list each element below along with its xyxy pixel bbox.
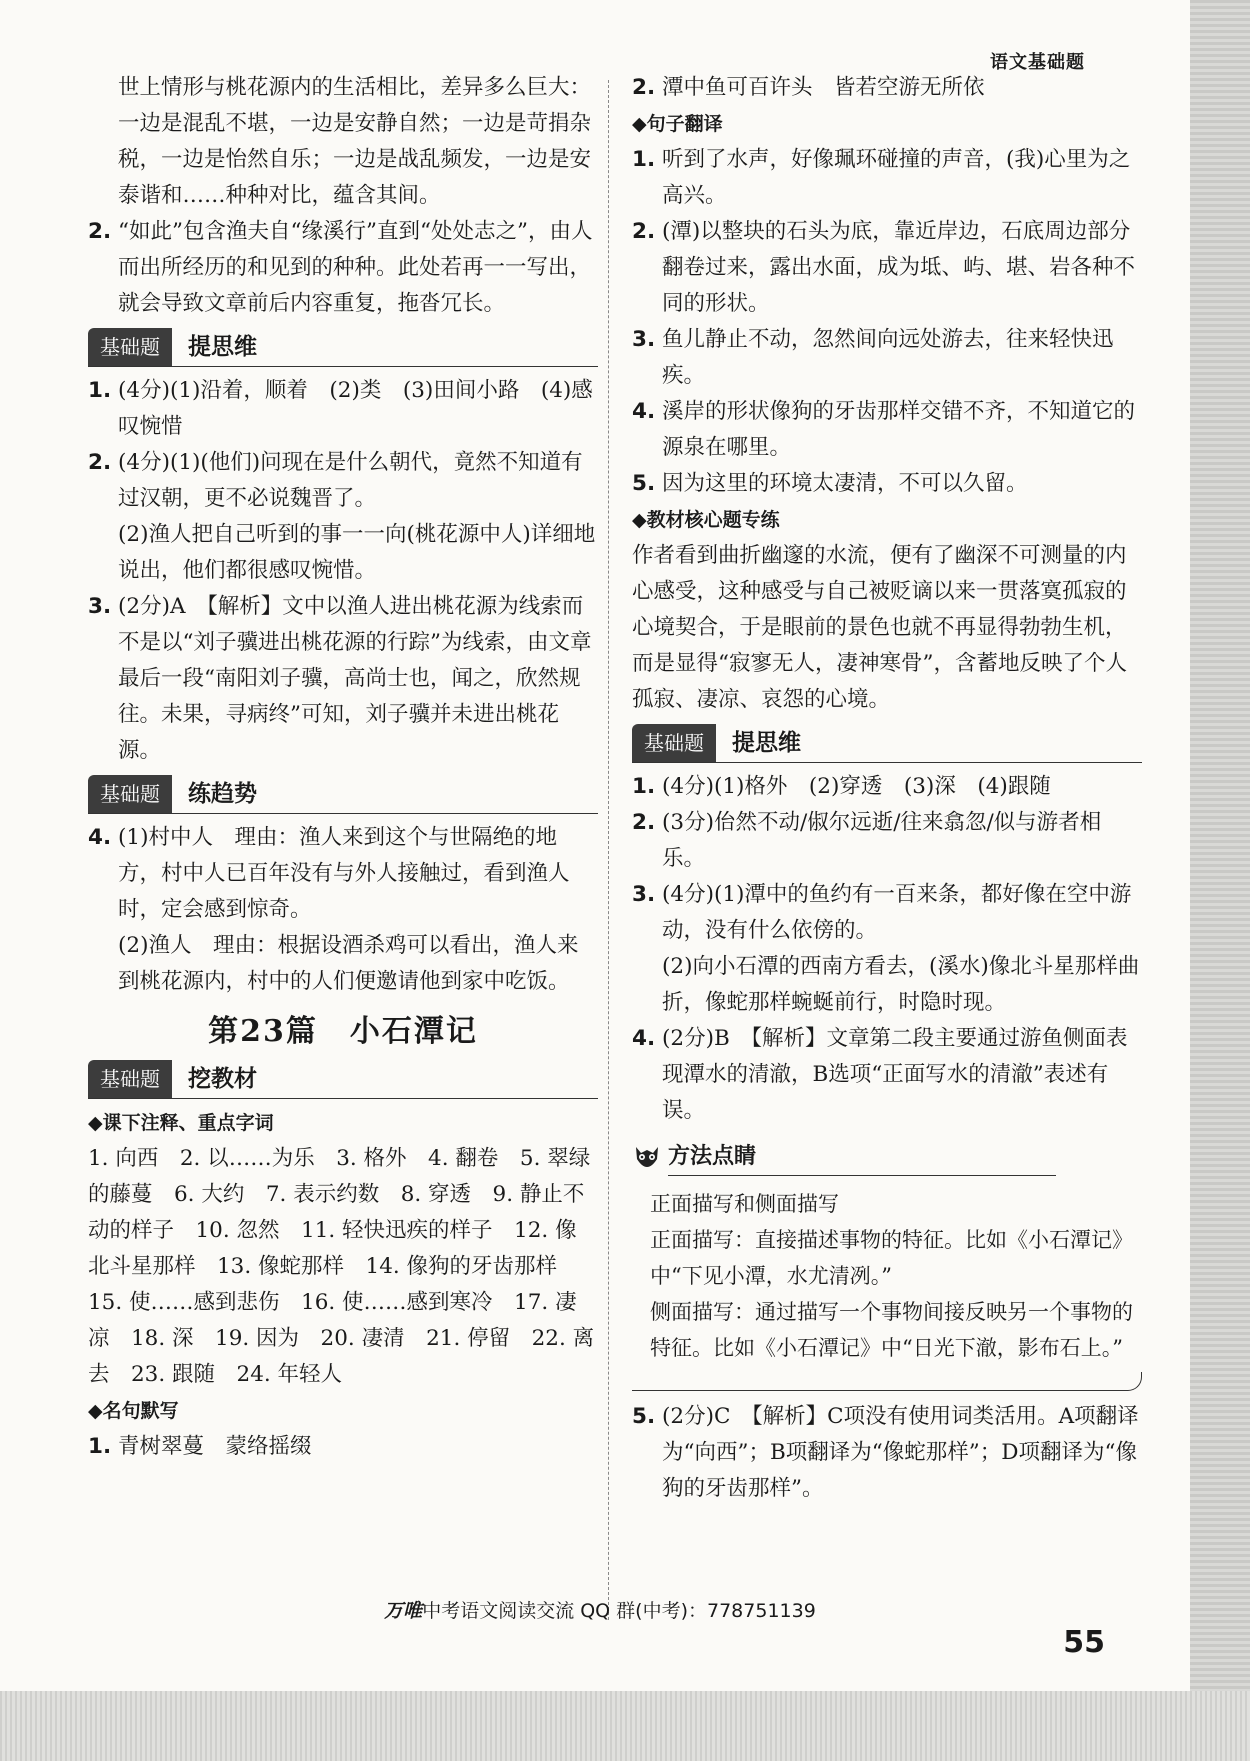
list-item xyxy=(632,877,1142,949)
item-text: 因为这里的环境太凄清，不可以久留。 xyxy=(662,471,1028,496)
list-item xyxy=(88,589,598,769)
section-title: 提思维 xyxy=(732,730,801,756)
binding-edge xyxy=(1190,0,1250,1761)
item-text: (2分)A 【解析】文中以渔人进出桃花源为线索而不是以“刘子骥进出桃花源的行踪”为线索，由文章最后一段“南阳刘子骥，高尚士也，闻之，欣然规往。未果，寻病终”可知，刘子骥并未进出桃花源。 xyxy=(118,594,592,763)
list-item xyxy=(88,445,598,517)
section-header xyxy=(632,724,1142,763)
method-title: 方法点睛 xyxy=(668,1139,1056,1176)
list-item xyxy=(632,466,1142,502)
page-bottom-edge xyxy=(0,1691,1250,1761)
list-item xyxy=(632,394,1142,466)
vocab-list: 1. 向西 2. 以……为乐 3. 格外 4. 翻卷 5. 翠绿的藤蔓 6. 大约 7. 表示约数 8. 穿透 9. 静止不动的样子 10. 忽然 11. 轻快迅疾的样子 12. 像北斗星那样 13. 像蛇那样 14. 像狗的牙齿那样 15. 使……感到悲伤 16. 使……感到寒冷 17. 凄凉 18. 深 19. 因为 20. 凄清 21. 停留 22. 离去 23. 跟随 24. 年轻人 xyxy=(88,1146,595,1387)
page-number: 55 xyxy=(1063,1625,1105,1660)
item-text: (4分)(1)潭中的鱼约有一百来条，都好像在空中游动，没有什么依傍的。 xyxy=(662,882,1132,943)
item-number: 3. xyxy=(632,327,656,352)
intro-paragraph: 世上情形与桃花源内的生活相比，差异多么巨大：一边是混乱不堪，一边是安静自然；一边是苛捐杂税，一边是怡然自乐；一边是战乱频发，一边是安泰谐和……种种对比，蕴含其间。 xyxy=(118,75,592,208)
item-number: 2. xyxy=(88,219,112,244)
item-number: 5. xyxy=(632,1404,656,1429)
subsection-title: ◆名句默写 xyxy=(88,1400,179,1422)
item-text: (4分)(1)(他们)问现在是什么朝代，竟然不知道有过汉朝，更不必说魏晋了。 xyxy=(118,450,583,511)
item-number xyxy=(632,949,662,1021)
item-number xyxy=(88,517,118,589)
item-text: (1)村中人 理由：渔人来到这个与世隔绝的地方，村中人已百年没有与外人接触过，看到渔人时，定会感到惊奇。 xyxy=(118,825,570,922)
item-number: 4. xyxy=(632,1026,656,1051)
item-text: (3分)佁然不动/俶尔远逝/往来翕忽/似与游者相乐。 xyxy=(662,810,1102,871)
section-tag: 基础题 xyxy=(88,328,172,366)
method-header xyxy=(632,1139,1142,1176)
section-title: 提思维 xyxy=(188,334,257,360)
chapter-title: 第23篇 小石潭记 xyxy=(208,1014,478,1049)
subsection-title: ◆课下注释、重点字词 xyxy=(88,1112,274,1134)
running-header: 语文基础题 xyxy=(990,52,1085,73)
method-body xyxy=(632,1180,1142,1372)
section-header xyxy=(88,1060,598,1099)
section-header xyxy=(88,328,598,367)
subsection-title: ◆教材核心题专练 xyxy=(632,509,780,531)
list-item xyxy=(632,769,1142,805)
item-number: 1. xyxy=(632,774,656,799)
item-text: (潭)以整块的石头为底，靠近岸边，石底周边部分翻卷过来，露出水面，成为坻、屿、堪、岩各种不同的形状。 xyxy=(662,219,1136,316)
item-number: 2. xyxy=(88,450,112,475)
item-number: 4. xyxy=(88,825,112,850)
section-header xyxy=(88,775,598,814)
list-item xyxy=(632,1021,1142,1129)
column-divider xyxy=(608,80,609,1620)
item-text: (2分)C 【解析】C项没有使用词类活用。A项翻译为“向西”；B项翻译为“像蛇那样”；D项翻译为“像狗的牙齿那样”。 xyxy=(662,1404,1139,1501)
item-number: 5. xyxy=(632,471,656,496)
method-line: 正面描写和侧面描写 xyxy=(650,1192,839,1216)
footer-text: 中考语文阅读交流 QQ 群(中考)：778751139 xyxy=(422,1600,816,1622)
subsection-title: ◆句子翻译 xyxy=(632,113,723,135)
list-item xyxy=(88,214,598,322)
right-column xyxy=(632,70,1142,1507)
item-text: (2)渔人 理由：根据设酒杀鸡可以看出，渔人来到桃花源内，村中的人们便邀请他到家中吃饭。 xyxy=(118,933,579,994)
list-item xyxy=(88,928,598,1000)
item-number: 2. xyxy=(632,810,656,835)
section-title: 挖教材 xyxy=(188,1066,257,1092)
item-text: 青树翠蔓 蒙络摇缀 xyxy=(118,1434,312,1459)
item-number: 4. xyxy=(632,399,656,424)
item-text: 鱼儿静止不动，忽然间向远处游去，往来轻快迅疾。 xyxy=(662,327,1114,388)
item-text: (2)向小石潭的西南方看去，(溪水)像北斗星那样曲折，像蛇那样蜿蜒前行，时隐时现。 xyxy=(662,954,1140,1015)
item-text: (2分)B 【解析】文章第二段主要通过游鱼侧面表现潭水的清澈，B选项“正面写水的清澈”表述有误。 xyxy=(662,1026,1128,1123)
section-title: 练趋势 xyxy=(188,781,257,807)
method-line: 正面描写：直接描述事物的特征。比如《小石潭记》中“下见小潭，水尤清冽。” xyxy=(650,1228,1133,1288)
section-tag: 基础题 xyxy=(632,724,716,762)
list-item xyxy=(88,373,598,445)
item-text: (4分)(1)格外 (2)穿透 (3)深 (4)跟随 xyxy=(662,774,1051,799)
section-tag: 基础题 xyxy=(88,775,172,813)
method-box-border xyxy=(632,1372,1142,1391)
item-number: 2. xyxy=(632,219,656,244)
list-item xyxy=(88,1429,598,1465)
footer-brand: 万唯 xyxy=(384,1600,423,1622)
list-item xyxy=(632,949,1142,1021)
left-column xyxy=(88,70,598,1465)
item-number: 3. xyxy=(88,594,112,619)
item-text: (2)渔人把自己听到的事一一向(桃花源中人)详细地说出，他们都很感叹惋惜。 xyxy=(118,522,596,583)
list-item xyxy=(632,322,1142,394)
owl-icon xyxy=(632,1141,662,1175)
list-item xyxy=(632,805,1142,877)
item-text: (4分)(1)沿着，顺着 (2)类 (3)田间小路 (4)感叹惋惜 xyxy=(118,378,593,439)
item-number: 2. xyxy=(632,75,656,100)
item-number: 1. xyxy=(88,378,112,403)
item-text: 潭中鱼可百许头 皆若空游无所依 xyxy=(662,75,985,100)
item-number: 1. xyxy=(88,1434,112,1459)
item-number xyxy=(88,928,118,1000)
item-text: “如此”包含渔夫自“缘溪行”直到“处处志之”，由人而出所经历的和见到的种种。此处若再一一写出，就会导致文章前后内容重复，拖沓冗长。 xyxy=(118,219,593,316)
page-footer xyxy=(0,1596,1200,1623)
list-item xyxy=(632,70,1142,106)
list-item xyxy=(88,820,598,928)
item-number: 1. xyxy=(632,147,656,172)
item-text: 溪岸的形状像狗的牙齿那样交错不齐，不知道它的源泉在哪里。 xyxy=(662,399,1136,460)
item-text: 听到了水声，好像珮环碰撞的声音，(我)心里为之高兴。 xyxy=(662,147,1131,208)
method-line: 侧面描写：通过描写一个事物间接反映另一个事物的特征。比如《小石潭记》中“日光下澈，影布石上。” xyxy=(650,1300,1133,1360)
section-tag: 基础题 xyxy=(88,1060,172,1098)
core-answer: 作者看到曲折幽邃的水流，便有了幽深不可测量的内心感受，这种感受与自己被贬谪以来一贯落寞孤寂的心境契合，于是眼前的景色也就不再显得勃勃生机，而是显得“寂寥无人，凄神寒骨”，含蓄地反映了个人孤寂、凄凉、哀怨的心境。 xyxy=(632,543,1127,712)
list-item xyxy=(632,214,1142,322)
list-item xyxy=(632,142,1142,214)
list-item xyxy=(88,517,598,589)
method-box xyxy=(632,1139,1142,1391)
item-number: 3. xyxy=(632,882,656,907)
list-item xyxy=(632,1399,1142,1507)
